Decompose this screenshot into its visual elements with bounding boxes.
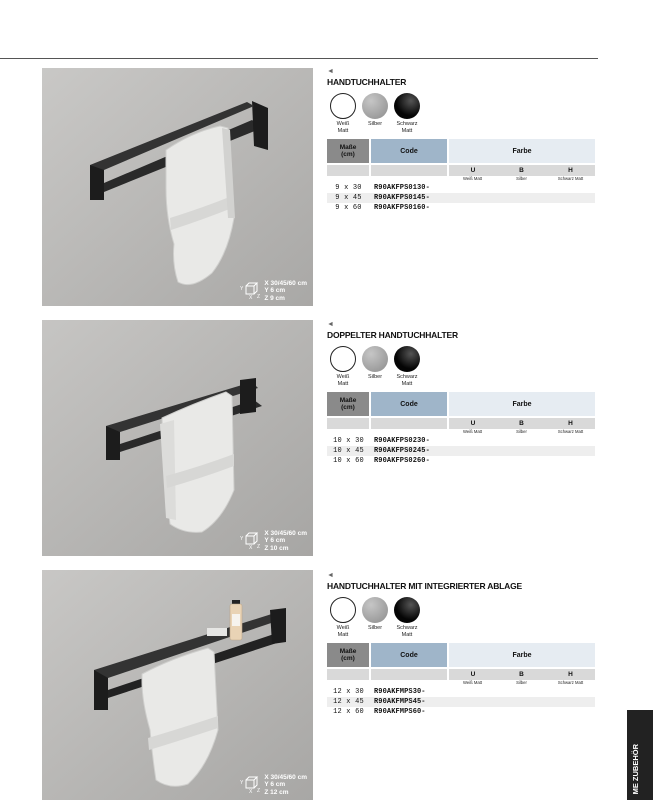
table-row (327, 687, 595, 697)
col-b: B (497, 668, 546, 680)
color-swatches (327, 346, 597, 387)
swatch-weiss-matt (327, 93, 359, 134)
table-row (327, 446, 595, 456)
header-farbe: Farbe (448, 643, 595, 668)
row-code: R90AKFMPS60- (374, 708, 426, 716)
swatch-weiss-matt (327, 597, 359, 638)
dimensions-label (239, 530, 307, 553)
product-section (327, 572, 597, 717)
dim-y: Y 6 cm (264, 287, 286, 294)
swatch-silber (359, 346, 391, 387)
header-mass: Maße (cm) (327, 643, 370, 668)
swatch-label: Weiß Matt (336, 121, 350, 134)
col-b-name: Silber (516, 680, 527, 685)
section-title: HANDTUCHHALTER (327, 77, 407, 87)
section-title: DOPPELTER HANDTUCHHALTER (327, 330, 458, 340)
row-size: 10 x 30 (333, 437, 364, 445)
col-u: U (448, 668, 497, 680)
row-code: R90AKFPS0245- (370, 446, 448, 456)
product-section (327, 68, 597, 213)
table-row (327, 707, 595, 717)
product-table (327, 643, 595, 717)
swatch-schwarz-matt (391, 93, 423, 134)
dim-y: Y 6 cm (264, 781, 286, 788)
dim-z: Z 12 cm (264, 788, 289, 796)
table-row (327, 436, 595, 446)
table-row (327, 203, 595, 213)
svg-text:X: X (249, 788, 253, 794)
swatch-silber (359, 597, 391, 638)
header-code: Code (370, 643, 448, 668)
row-size: 12 x 45 (327, 697, 370, 707)
row-code: R90AKFPS0130- (374, 184, 430, 192)
col-b-name: Silber (516, 176, 527, 181)
product-photo-towel-holder-with-shelf (42, 570, 313, 800)
col-h: H (546, 417, 595, 429)
svg-text:Z: Z (257, 293, 261, 300)
color-swatches (327, 93, 597, 134)
row-code: R90AKFPS0260- (374, 457, 430, 465)
row-size: 10 x 60 (333, 457, 364, 465)
swatch-weiss-matt (327, 346, 359, 387)
dim-y: Y 6 cm (264, 537, 286, 544)
top-rule (0, 58, 598, 59)
dim-x: X 30/45/60 cm (264, 279, 307, 287)
col-u-name: Weiß Matt (462, 176, 482, 181)
product-photo-double-towel-holder (42, 320, 313, 556)
dimensions-label (239, 280, 307, 303)
swatch-label: Schwarz Matt (396, 374, 418, 387)
svg-text:X: X (249, 294, 253, 300)
svg-text:Y: Y (240, 535, 244, 542)
header-mass: Maße (cm) (327, 139, 370, 164)
svg-text:X: X (249, 544, 253, 550)
row-code: R90AKFMPS45- (370, 697, 448, 707)
dim-x: X 30/45/60 cm (264, 773, 307, 781)
swatch-schwarz-matt (391, 597, 423, 638)
table-row (327, 697, 595, 707)
header-mass: Maße (cm) (327, 392, 370, 417)
swatch-label: Weiß Matt (336, 374, 350, 387)
header-farbe: Farbe (448, 392, 595, 417)
product-section (327, 321, 597, 466)
col-h-name: Schwarz Matt (557, 429, 584, 434)
header-code: Code (370, 392, 448, 417)
col-b: B (497, 417, 546, 429)
col-h: H (546, 164, 595, 176)
swatch-label: Silber (367, 625, 383, 631)
dimensions-label (239, 774, 307, 797)
product-table (327, 392, 595, 466)
row-code: R90AKFPS0230- (374, 437, 430, 445)
dim-z: Z 10 cm (264, 544, 289, 552)
product-table (327, 139, 595, 213)
col-b: B (497, 164, 546, 176)
header-farbe: Farbe (448, 139, 595, 164)
col-h: H (546, 668, 595, 680)
dimensions-cube-icon (239, 776, 261, 794)
swatch-label: Schwarz Matt (396, 625, 418, 638)
dim-z: Z 9 cm (264, 294, 285, 302)
svg-text:Y: Y (240, 779, 244, 786)
row-code: R90AKFMPS30- (374, 688, 426, 696)
dim-x: X 30/45/60 cm (264, 529, 307, 537)
row-size: 9 x 60 (335, 204, 362, 212)
svg-text:Z: Z (257, 543, 261, 550)
col-u-name: Weiß Matt (462, 680, 482, 685)
swatch-label: Silber (367, 374, 383, 380)
triangle-left-icon: ◄ (327, 68, 334, 75)
swatch-label: Silber (367, 121, 383, 127)
col-u: U (448, 164, 497, 176)
row-size: 9 x 45 (327, 193, 370, 203)
col-b-name: Silber (516, 429, 527, 434)
swatch-schwarz-matt (391, 346, 423, 387)
col-u-name: Weiß Matt (462, 429, 482, 434)
product-photo-towel-holder (42, 68, 313, 306)
row-size: 9 x 30 (335, 184, 362, 192)
table-row (327, 183, 595, 193)
swatch-label: Schwarz Matt (396, 121, 418, 134)
svg-text:Y: Y (240, 285, 244, 292)
dimensions-cube-icon (239, 282, 261, 300)
col-u: U (448, 417, 497, 429)
color-swatches (327, 597, 597, 638)
svg-text:Z: Z (257, 787, 261, 794)
row-size: 12 x 60 (333, 708, 364, 716)
triangle-left-icon: ◄ (327, 572, 334, 579)
row-code: R90AKFPS0160- (374, 204, 430, 212)
dimensions-cube-icon (239, 532, 261, 550)
swatch-silber (359, 93, 391, 134)
col-h-name: Schwarz Matt (557, 176, 584, 181)
row-code: R90AKFPS0145- (370, 193, 448, 203)
table-row (327, 193, 595, 203)
row-size: 10 x 45 (327, 446, 370, 456)
col-h-name: Schwarz Matt (557, 680, 584, 685)
swatch-label: Weiß Matt (336, 625, 350, 638)
header-code: Code (370, 139, 448, 164)
triangle-left-icon: ◄ (327, 321, 334, 328)
table-row (327, 456, 595, 466)
side-tab (627, 710, 653, 800)
side-tab-label: ME ZUBEHÖR (631, 743, 640, 794)
section-title: HANDTUCHHALTER MIT INTEGRIERTER ABLAGE (327, 581, 522, 591)
row-size: 12 x 30 (333, 688, 364, 696)
